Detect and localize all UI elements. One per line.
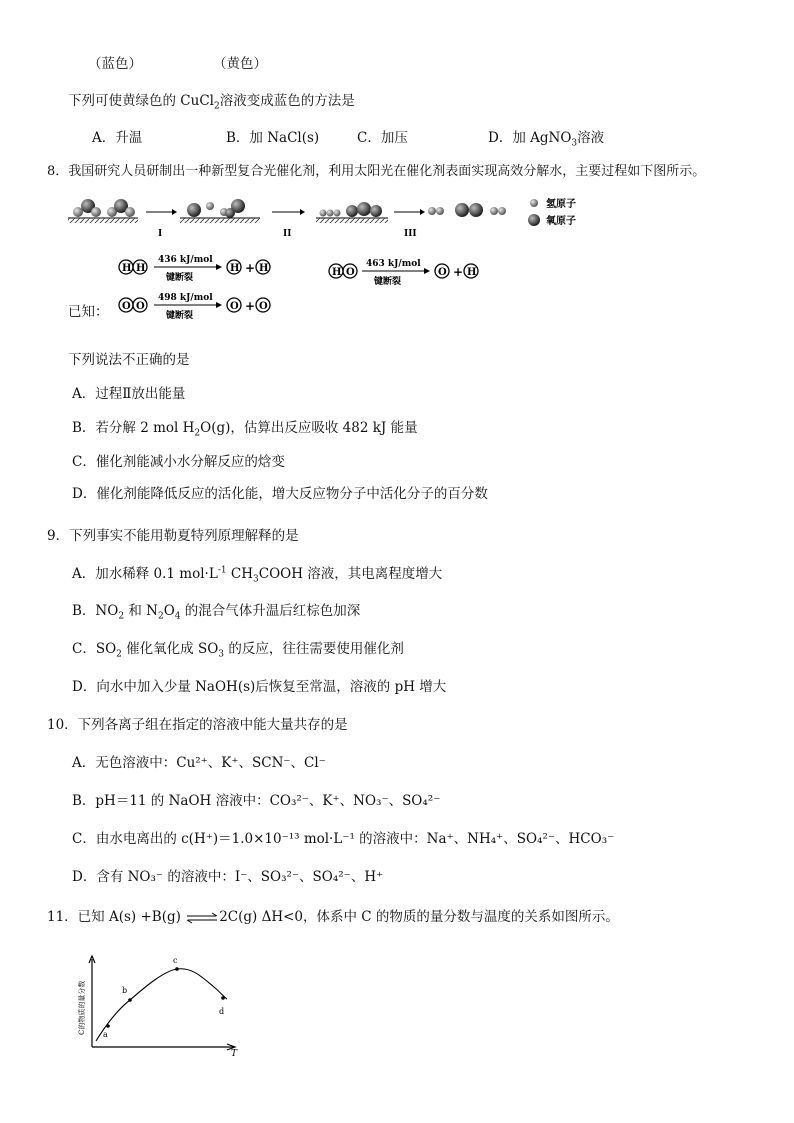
- q9-option-b: B．$NO_2$ 和 $N_2O_4$ 的混合气体升温后红棕色加深: [72, 603, 361, 622]
- q9-option-d: D．向水中加入少量 NaOH(s)后恢复至常温，溶液的 pH 增大: [72, 679, 447, 695]
- q11-stem: 11．已知 A(s) +B(g) 2C(g) ΔH<0，体系中 C 的物质的量分数与温度的关系如图所示。: [47, 909, 619, 925]
- point-d: [221, 996, 225, 1000]
- svg-text:H: H: [467, 267, 477, 278]
- q7-stem: 下列可使黄绿色的 CuCl$_2$溶液变成蓝色的方法是: [68, 93, 355, 112]
- known-label: 已知：: [68, 304, 109, 320]
- point-b: [128, 998, 132, 1002]
- hydrogen-legend-icon: [530, 199, 538, 207]
- q9-option-a: A．加水稀释 0.1 $mol\cdot L^{-1}$ $CH_3COOH$ 溶液，其电离程度增大: [72, 565, 443, 585]
- svg-text:436 kJ/mol: 436 kJ/mol: [158, 255, 213, 265]
- svg-text:键断裂: 键断裂: [374, 277, 402, 287]
- q8-question: 下列说法不正确的是: [68, 352, 190, 368]
- q10-option-d: D．含有 NO₃⁻ 的溶液中：I⁻、SO₃²⁻、SO₄²⁻、H⁺: [72, 869, 384, 885]
- blue-label: （蓝色）: [88, 56, 142, 72]
- mole-fraction-temperature-graph: [74, 953, 254, 1059]
- point-a-label: a: [103, 1030, 108, 1039]
- svg-text:+: +: [245, 299, 256, 313]
- svg-text:H: H: [136, 263, 146, 274]
- point-d-label: d: [219, 1007, 225, 1016]
- stage-4-products: [428, 203, 506, 217]
- q7-option-b: B．加 NaCl(s): [226, 130, 320, 146]
- svg-text:H: H: [230, 263, 240, 274]
- x-axis-label: T: [231, 1049, 238, 1059]
- q8-option-b: B．若分解 2 mol $H_2O(g)$，估算出反应吸收 482 kJ 能量: [72, 420, 418, 439]
- svg-text:键断裂: 键断裂: [166, 273, 194, 283]
- svg-text:+: +: [245, 261, 256, 275]
- ho-bond-equation: [329, 259, 478, 287]
- stage-label-3: III: [404, 229, 417, 239]
- svg-text:H: H: [122, 263, 132, 274]
- water-splitting-diagram: [64, 194, 624, 322]
- svg-text:H: H: [332, 267, 342, 278]
- stage-label-2: II: [283, 229, 292, 239]
- q8-stem: 8．我国研究人员研制出一种新型复合光催化剂，利用太阳光在催化剂表面实现高效分解水，主要过程如下图所示。: [47, 164, 706, 179]
- svg-text:O: O: [122, 301, 131, 312]
- mole-fraction-curve: [96, 969, 227, 1041]
- q7-option-c: C．加压: [357, 130, 408, 146]
- q10-stem: 10．下列各离子组在指定的溶液中能大量共存的是: [47, 717, 348, 733]
- legend-hydrogen-label: 氢原子: [546, 199, 576, 210]
- stage-2-surface: [180, 199, 260, 223]
- q8-option-c: C．催化剂能减小水分解反应的焓变: [72, 454, 285, 470]
- svg-text:O: O: [346, 267, 355, 278]
- oxygen-legend-icon: [528, 214, 540, 226]
- svg-text:498 kJ/mol: 498 kJ/mol: [158, 293, 213, 303]
- svg-text:463 kJ/mol: 463 kJ/mol: [366, 259, 421, 269]
- svg-text:O: O: [259, 301, 268, 312]
- point-c-label: c: [173, 956, 178, 965]
- equilibrium-arrow-icon: [185, 912, 219, 924]
- q10-option-a: A．无色溶液中：Cu²⁺、K⁺、SCN⁻、Cl⁻: [72, 755, 326, 771]
- y-axis-label: C的物质的量分数: [78, 980, 86, 1035]
- svg-text:+: +: [453, 265, 464, 279]
- svg-text:O: O: [438, 267, 447, 278]
- q9-stem: 9．下列事实不能用勒夏特列原理解释的是: [47, 528, 299, 544]
- q10-option-b: B．pH＝11 的 NaOH 溶液中：CO₃²⁻、K⁺、NO₃⁻、SO₄²⁻: [72, 793, 441, 809]
- svg-text:O: O: [230, 301, 239, 312]
- point-a: [106, 1024, 110, 1028]
- stage-label-1: I: [158, 229, 163, 239]
- svg-text:H: H: [259, 263, 269, 274]
- legend-oxygen-label: 氧原子: [546, 216, 576, 227]
- svg-text:O: O: [136, 301, 145, 312]
- q7-option-d: D．加 AgNO$_3$溶液: [488, 130, 605, 149]
- q7-option-a: A．升温: [92, 130, 143, 146]
- hh-bond-equation: [119, 255, 270, 283]
- q8-option-a: A．过程Ⅱ放出能量: [72, 386, 186, 402]
- point-c: [175, 967, 179, 971]
- svg-text:键断裂: 键断裂: [166, 311, 194, 321]
- point-b-label: b: [122, 986, 128, 995]
- yellow-label: （黄色）: [213, 56, 267, 72]
- q10-option-c: C．由水电离出的 c(H⁺)＝1.0×10⁻¹³ mol·L⁻¹ 的溶液中：Na⁺、NH₄⁺、SO₄²⁻、HCO₃⁻: [72, 831, 615, 847]
- stage-1-surface: [68, 199, 138, 223]
- q8-option-d: D．催化剂能降低反应的活化能，增大反应物分子中活化分子的百分数: [72, 486, 488, 502]
- stage-3-surface: [316, 202, 388, 223]
- q9-option-c: C．$SO_2$ 催化氧化成 $SO_3$ 的反应，往往需要使用催化剂: [72, 641, 404, 660]
- oo-bond-equation: [119, 293, 270, 321]
